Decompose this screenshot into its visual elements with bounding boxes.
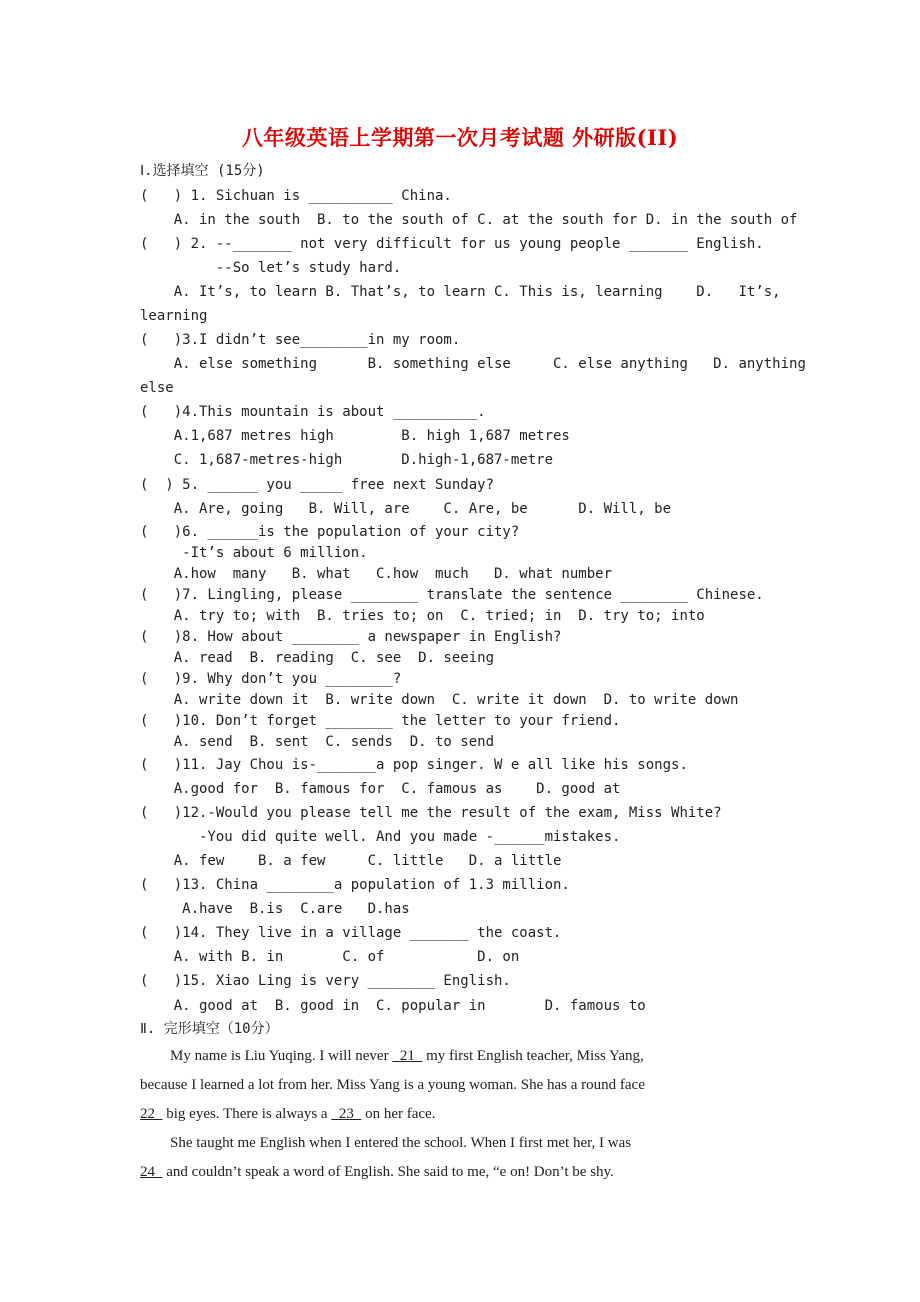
option-line: A. with B. in C. of D. on <box>140 949 520 965</box>
option-line: learning <box>140 308 208 324</box>
question-line: ( )15. Xiao Ling is very ________ English. <box>140 973 511 989</box>
section-heading: Ⅱ. 完形填空（10分） <box>140 1021 279 1037</box>
option-line: A.how many B. what C.how much D. what number <box>140 566 613 582</box>
question-line: ( )10. Don’t forget ________ the letter to your friend. <box>140 713 621 729</box>
blank-24: 24 <box>140 1164 163 1180</box>
option-line: C. 1,687-metres-high D.high-1,687-metre <box>140 452 554 468</box>
option-line: A. It’s, to learn B. That’s, to learn C. This is, learning D. It’s, <box>140 284 781 300</box>
cloze-paragraph-line: 24 and couldn’t speak a word of English. She said to me, “e on! Don’t be shy. <box>140 1164 614 1180</box>
option-line: A. write down it B. write down C. write it down D. to write down <box>140 692 739 708</box>
option-line: A. read B. reading C. see D. seeing <box>140 650 495 666</box>
section-heading: Ⅰ.选择填空 (15分) <box>140 163 265 179</box>
question-line: ( ) 5. ______ you _____ free next Sunday? <box>140 477 495 493</box>
cloze-paragraph-line: 22 big eyes. There is always a 23 on her face. <box>140 1106 436 1122</box>
question-line: ( ) 1. Sichuan is __________ China. <box>140 188 452 204</box>
question-line: ( )7. Lingling, please ________ translate the sentence ________ Chinese. <box>140 587 764 603</box>
option-line: A. in the south B. to the south of C. at the south for D. in the south of <box>140 212 798 228</box>
option-line: A.have B.is C.are D.has <box>140 901 410 917</box>
option-line: A. Are, going B. Will, are C. Are, be D. Will, be <box>140 501 672 517</box>
question-line: ( )11. Jay Chou is-_______a pop singer. W e all like his songs. <box>140 757 688 773</box>
option-line: A. else something B. something else C. else anything D. anything <box>140 356 806 372</box>
cloze-paragraph-line: My name is Liu Yuqing. I will never 21 my first English teacher, Miss Yang, <box>170 1048 644 1064</box>
question-line: ( )8. How about ________ a newspaper in English? <box>140 629 562 645</box>
question-line: -You did quite well. And you made -______mistakes. <box>140 829 621 845</box>
cloze-paragraph-line: She taught me English when I entered the school. When I first met her, I was <box>170 1135 632 1151</box>
blank-21: 21 <box>392 1048 423 1064</box>
page-title: 八年级英语上学期第一次月考试题 外研版(II) <box>241 125 679 150</box>
question-line: -It’s about 6 million. <box>140 545 368 561</box>
question-line: ( )13. China ________a population of 1.3 million. <box>140 877 570 893</box>
question-line: ( )3.I didn’t see________in my room. <box>140 332 461 348</box>
option-line: A.good for B. famous for C. famous as D. good at <box>140 781 621 797</box>
question-line: ( )14. They live in a village _______ the coast. <box>140 925 562 941</box>
option-line: A. good at B. good in C. popular in D. famous to <box>140 998 646 1014</box>
option-line: else <box>140 380 174 396</box>
question-line: ( ) 2. --_______ not very difficult for us young people _______ English. <box>140 236 764 252</box>
cloze-paragraph-line: because I learned a lot from her. Miss Yang is a young woman. She has a round face <box>140 1077 645 1093</box>
blank-22: 22 <box>140 1106 163 1122</box>
question-line: --So let’s study hard. <box>140 260 402 276</box>
question-line: ( )12.-Would you please tell me the result of the exam, Miss White? <box>140 805 722 821</box>
option-line: A. send B. sent C. sends D. to send <box>140 734 495 750</box>
option-line: A. try to; with B. tries to; on C. tried; in D. try to; into <box>140 608 705 624</box>
question-line: ( )4.This mountain is about __________. <box>140 404 486 420</box>
option-line: A.1,687 metres high B. high 1,687 metres <box>140 428 570 444</box>
question-line: ( )6. ______is the population of your city? <box>140 524 520 540</box>
blank-23: 23 <box>331 1106 362 1122</box>
option-line: A. few B. a few C. little D. a little <box>140 853 562 869</box>
question-line: ( )9. Why don’t you ________? <box>140 671 402 687</box>
